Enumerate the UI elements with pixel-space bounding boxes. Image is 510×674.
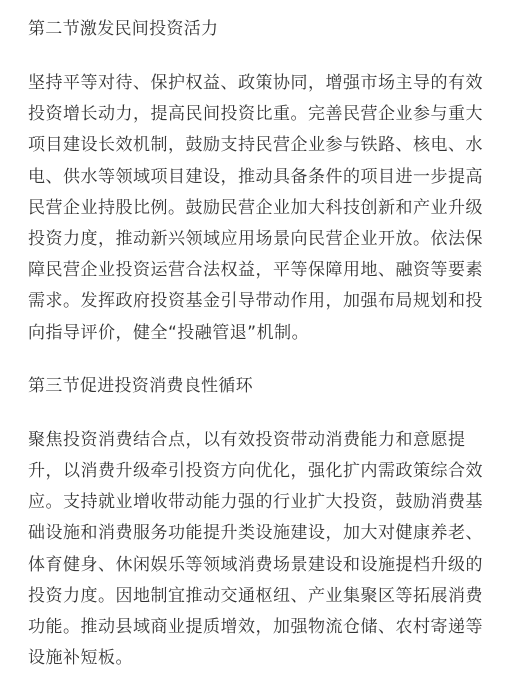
paragraph-line: 投资增长动力，提高民间投资比重。完善民营企业参与重大 (28, 104, 483, 125)
paragraph-line: 应。支持就业增收带动能力强的行业扩大投资，鼓励消费基 (28, 492, 483, 513)
paragraph-line: 功能。推动县域商业提质增效，加强物流仓储、农村寄递等 (28, 617, 483, 638)
paragraph-line: 坚持平等对待、保护权益、政策协同，增强市场主导的有效 (28, 73, 483, 93)
section-paragraph (28, 68, 482, 349)
paragraph-line: 投资力度。因地制宜推动交通枢纽、产业集聚区等拓展消费 (28, 585, 483, 606)
paragraph-line: 投资力度，推动新兴领域应用场景向民营企业开放。依法保 (28, 229, 483, 250)
paragraph-line: 障民营企业投资运营合法权益，平等保障用地、融资等要素 (28, 260, 483, 281)
paragraph-line: 民营企业持股比例。鼓励民营企业加大科技创新和产业升级 (28, 197, 483, 218)
paragraph-line: 电、供水等领域项目建设，推动具备条件的项目进一步提高 (28, 166, 483, 187)
paragraph-line: 升，以消费升级牵引投资方向优化，强化扩内需政策综合效 (28, 461, 483, 482)
paragraph-line: 需求。发挥政府投资基金引导带动作用，加强布局规划和投 (28, 291, 483, 312)
paragraph-line: 础设施和消费服务功能提升类设施建设，加大对健康养老、 (28, 523, 483, 544)
paragraph-line: 项目建设长效机制，鼓励支持民营企业参与铁路、核电、水 (28, 135, 483, 156)
section-paragraph (28, 425, 482, 674)
paragraph-line: 向指导评价，健全“投融管退”机制。 (28, 322, 310, 343)
section-title: 第二节激发民间投资活力 (28, 19, 219, 39)
section-title: 第三节促进投资消费良性循环 (28, 375, 253, 396)
paragraph-line: 体育健身、休闲娱乐等领域消费场景建设和设施提档升级的 (28, 554, 483, 575)
paragraph-line: 设施补短板。 (28, 648, 133, 669)
paragraph-line: 聚焦投资消费结合点，以有效投资带动消费能力和意愿提 (28, 429, 466, 450)
